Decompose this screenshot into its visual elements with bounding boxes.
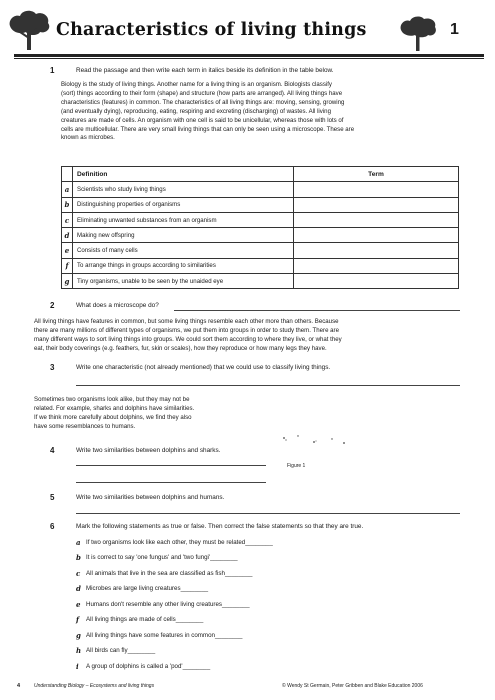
passage-line: have some resemblances to humans. (34, 422, 136, 430)
term-answer-cell[interactable] (294, 243, 459, 258)
question-number: 6 (50, 522, 55, 531)
question-5-text: Write two similarities between dolphins and humans. (76, 494, 225, 501)
answer-line[interactable] (76, 513, 460, 514)
question-number: 2 (50, 301, 55, 310)
row-letter: g (62, 274, 73, 289)
table-row (62, 197, 459, 212)
passage-line: there are many millions of different types of organisms, we put them into groups in order to study them. There are (34, 326, 339, 334)
question-6-instruction: Mark the following statements as true or false. Then correct the false statements so that they are true. (76, 523, 364, 530)
statement-text: A group of dolphins is called a 'pod'________ (86, 663, 211, 670)
definition-cell: Distinguishing properties of organisms (73, 197, 294, 212)
answer-line[interactable] (76, 385, 460, 386)
footer-book-title: Understanding Biology – Ecosystems and living things (34, 683, 155, 689)
passage-line: related. For example, sharks and dolphins have similarities. (34, 404, 195, 412)
row-letter: d (62, 228, 73, 243)
passage-line: If we think more carefully about dolphins, we find they also (34, 413, 192, 421)
definition-table (61, 166, 459, 289)
figure-caption: Figure 1 (287, 463, 306, 469)
passage-2 (34, 318, 462, 354)
question-number: 5 (50, 493, 55, 502)
statement-letter: h (76, 646, 82, 655)
statement-text: All living things are made of cells________ (86, 616, 204, 623)
table-row (62, 182, 459, 197)
statement-text: All birds can fly________ (86, 647, 156, 654)
table-row (62, 212, 459, 227)
question-1-instruction: Read the passage and then write each term in italics beside its definition in the table below. (76, 67, 334, 74)
question-number: 3 (50, 363, 55, 372)
term-answer-cell[interactable] (294, 274, 459, 289)
passage-line: Sometimes two organisms look alike, but they may not be (34, 396, 190, 403)
statement-letter: i (76, 662, 79, 671)
statement-letter: e (76, 600, 81, 609)
passage-line: Biology is the study of living things. Another name for a living thing is an organism. Biologists classify (61, 81, 332, 88)
answer-line[interactable] (76, 482, 266, 483)
passage-line: All living things have features in common, but some living things resemble each other more than others. Because (34, 318, 339, 325)
statement-letter: a (76, 538, 81, 547)
row-letter: b (62, 197, 73, 212)
statement-text: It is correct to say 'one fungus' and 'two fungi'________ (86, 554, 238, 561)
table-header-cell: Term (294, 167, 459, 182)
definition-cell: Consists of many cells (73, 243, 294, 258)
term-answer-cell[interactable] (294, 228, 459, 243)
passage-1 (61, 81, 459, 143)
row-letter: a (62, 182, 73, 197)
table-row (62, 258, 459, 273)
row-letter: f (62, 258, 73, 273)
statement-text: All animals that live in the sea are classified as fish________ (86, 570, 253, 577)
statement-text: Microbes are large living creatures________ (86, 585, 209, 592)
table-row (62, 243, 459, 258)
question-4-text: Write two similarities between dolphins and sharks. (76, 447, 221, 454)
passage-line: many different ways to sort living things into groups. We could sort them according to where they live, or what they (34, 335, 342, 343)
footer-page-number: 4 (17, 683, 21, 689)
answer-line[interactable] (76, 465, 266, 466)
statement-letter: g (76, 631, 81, 640)
question-number: 4 (50, 446, 55, 455)
statement-text: If two organisms look like each other, they must be related________ (86, 539, 273, 546)
row-letter: e (62, 243, 73, 258)
tree-icon (6, 8, 52, 52)
header-rule (14, 58, 484, 59)
term-answer-cell[interactable] (294, 197, 459, 212)
answer-line[interactable] (174, 310, 460, 311)
passage-line: cells are multicellular. There are very small living things that can only be seen using a microscope. These are (61, 125, 355, 133)
question-number: 1 (50, 66, 55, 75)
footer-copyright: © Wendy St Germain, Peter Gribben and Blake Education 2006 (282, 683, 423, 689)
statement-letter: c (76, 569, 81, 578)
passage-line: characteristics (features) in common. The characteristics of all living things are: moving, sensing, growing (61, 98, 345, 106)
statement-letter: d (76, 584, 81, 593)
passage-line: known as microbes. (61, 134, 115, 142)
passage-line: (and eventually dying), reproducing, eating, respiring and excreting (discharging) of wastes. All living (61, 107, 331, 115)
table-row (62, 228, 459, 243)
table-row (62, 274, 459, 289)
definition-cell: Making new offspring (73, 228, 294, 243)
table-header-row (62, 167, 459, 182)
definition-cell: Tiny organisms, unable to be seen by the unaided eye (73, 274, 294, 289)
term-answer-cell[interactable] (294, 182, 459, 197)
statement-letter: f (76, 615, 80, 624)
table-header-cell (62, 167, 73, 182)
table-header-cell: Definition (73, 167, 294, 182)
header-rule (14, 54, 484, 57)
passage-line: creatures are made of cells. An organism with one cell is said to be unicellular, whereas those with lots of (61, 116, 344, 124)
question-2-text: What does a microscope do? (76, 302, 159, 309)
term-answer-cell[interactable] (294, 258, 459, 273)
term-answer-cell[interactable] (294, 212, 459, 227)
passage-line: (sort) things according to their form (shape) and structure (how parts are arranged). All living things have (61, 89, 343, 97)
statement-text: Humans don't resemble any other living creatures________ (86, 601, 250, 608)
tree-icon (398, 14, 438, 52)
worksheet-header (6, 8, 484, 54)
worksheet-number: 1 (450, 21, 459, 38)
statement-letter: b (76, 553, 81, 562)
passage-line: eat, their body coverings (e.g. feathers, fur, skin or scales), how they reproduce or how many legs they have. (34, 344, 327, 352)
passage-3 (34, 396, 274, 432)
definition-cell: Scientists who study living things (73, 182, 294, 197)
definition-cell: Eliminating unwanted substances from an organism (73, 212, 294, 227)
definition-cell: To arrange things in groups according to similarities (73, 258, 294, 273)
figure-image (280, 430, 350, 450)
row-letter: c (62, 212, 73, 227)
page-title: Characteristics of living things (56, 20, 367, 40)
question-3-text: Write one characteristic (not already mentioned) that we could use to classify living things. (76, 364, 331, 371)
statement-text: All living things have some features in common________ (86, 632, 243, 639)
